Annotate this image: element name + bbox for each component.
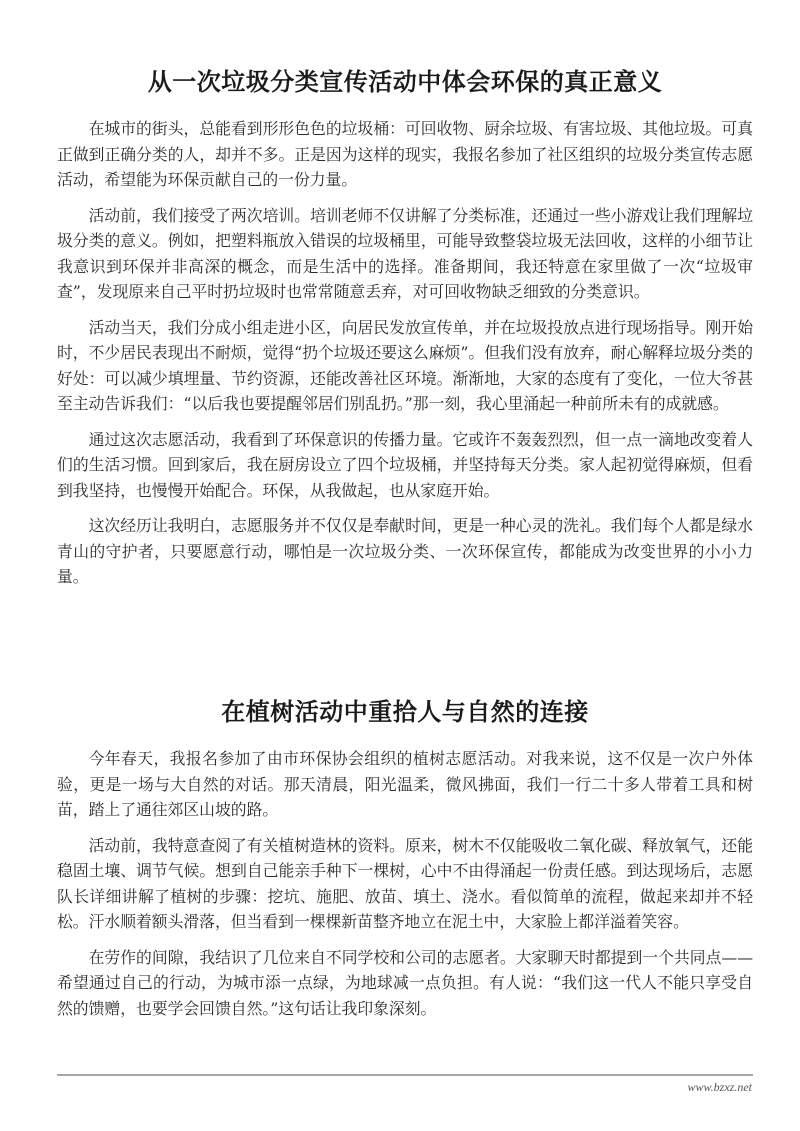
article-2 [57,692,753,1031]
article-1-title: 从一次垃圾分类宣传活动中体会环保的真正意义 [147,68,663,96]
paragraph: 今年春天，我报名参加了由市环保协会组织的植树志愿活动。对我来说，这不仅是一次户外体验，更是一场与大自然的对话。那天清晨，阳光温柔，微风拂面，我们一行二十多人带着工具和树苗，踏上了通往郊区山坡的路。 [57,749,753,819]
footer-divider [57,1074,753,1076]
paragraph: 在城市的街头，总能看到形形色色的垃圾桶：可回收物、厨余垃圾、有害垃圾、其他垃圾。可真正做到正确分类的人，却并不多。正是因为这样的现实，我报名参加了社区组织的垃圾分类宣传志愿活动，希望能为环保贡献自己的一份力量。 [57,119,753,189]
paragraph: 活动当天，我们分成小组走进小区，向居民发放宣传单，并在垃圾投放点进行现场指导。刚开始时，不少居民表现出不耐烦，觉得“扔个垃圾还要这么麻烦”。但我们没有放弃，耐心解释垃圾分类的好处：可以减少填埋量、节约资源，还能改善社区环境。渐渐地，大家的态度有了变化，一位大爷甚至主动告诉我们：“以后我也要提醒邻居们别乱扔。”那一刻，我心里涌起一种前所未有的成就感。 [57,317,753,413]
article-1 [57,62,753,600]
paragraph: 通过这次志愿活动，我看到了环保意识的传播力量。它或许不轰轰烈烈，但一点一滴地改变着人们的生活习惯。回到家后，我在厨房设立了四个垃圾桶，并坚持每天分类。家人起初觉得麻烦，但看到我坚持，也慢慢开始配合。环保，从我做起，也从家庭开始。 [57,429,753,500]
paragraph: 在劳作的间隙，我结识了几位来自不同学校和公司的志愿者。大家聊天时都提到一个共同点——希望通过自己的行动，为城市添一点绿，为地球减一点负担。有人说：“我们这一代人不能只享受自然的馈赠，也要学会回馈自然。”这句话让我印象深刻。 [57,947,753,1018]
paragraph: 活动前，我们接受了两次培训。培训老师不仅讲解了分类标准，还通过一些小游戏让我们理解垃圾分类的意义。例如，把塑料瓶放入错误的垃圾桶里，可能导致整袋垃圾无法回收，这样的小细节让我意识到环保并非高深的概念，而是生活中的选择。准备期间，我还特意在家里做了一次“垃圾审查”，发现原来自己平时扔垃圾时也常常随意丢弃，对可回收物缺乏细致的分类意识。 [57,205,753,301]
article-2-title: 在植树活动中重拾人与自然的连接 [221,698,589,726]
paragraph: 这次经历让我明白，志愿服务并不仅仅是奉献时间，更是一种心灵的洗礼。我们每个人都是绿水青山的守护者，只要愿意行动，哪怕是一次垃圾分类、一次环保宣传，都能成为改变世界的小小力量。 [57,516,753,586]
footer-url: www.bzxz.net [687,1080,752,1094]
paragraph: 活动前，我特意查阅了有关植树造林的资料。原来，树木不仅能吸收二氧化碳、释放氧气，还能稳固土壤、调节气候。想到自己能亲手种下一棵树，心中不由得涌起一份责任感。到达现场后，志愿队长详细讲解了植树的步骤：挖坑、施肥、放苗、填土、浇水。看似简单的流程，做起来却并不轻松。汗水顺着额头滑落，但当看到一棵棵新苗整齐地立在泥土中，大家脸上都洋溢着笑容。 [57,835,753,931]
